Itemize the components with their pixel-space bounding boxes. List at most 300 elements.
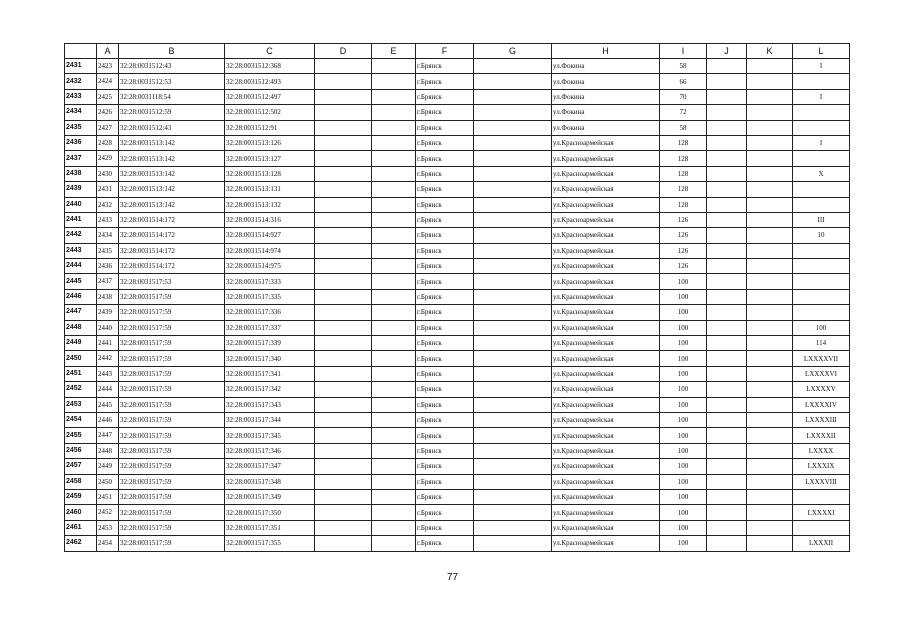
cell-g	[474, 135, 552, 150]
cell-b: 32:28:0031517:59	[119, 320, 225, 335]
cell-g	[474, 489, 552, 504]
cell-c: 32:28:0031514:927	[225, 228, 315, 243]
cell-i: 128	[660, 135, 707, 150]
cell-l	[793, 74, 850, 89]
cell-a: 2436	[97, 259, 119, 274]
cell-k	[747, 489, 793, 504]
cell-g	[474, 151, 552, 166]
cell-h: ул.Фокина	[552, 89, 660, 104]
table-row	[65, 459, 850, 474]
cell-b: 32:28:0031517:59	[119, 412, 225, 427]
cell-d	[315, 320, 372, 335]
cell-j	[707, 305, 747, 320]
cell-b: 32:28:0031513:142	[119, 135, 225, 150]
cell-k	[747, 412, 793, 427]
cell-j	[707, 459, 747, 474]
cell-j	[707, 366, 747, 381]
cell-d	[315, 228, 372, 243]
column-header-i: I	[660, 44, 707, 59]
cell-i: 72	[660, 105, 707, 120]
row-number-cell: 2447	[65, 305, 97, 320]
cell-g	[474, 520, 552, 535]
cell-b: 32:28:0031517:59	[119, 459, 225, 474]
cell-i: 100	[660, 397, 707, 412]
cell-h: ул.Красноармейская	[552, 320, 660, 335]
row-number-cell: 2441	[65, 212, 97, 227]
cell-l	[793, 520, 850, 535]
cell-f: г.Брянск	[416, 382, 474, 397]
cell-l: LXXXXII	[793, 428, 850, 443]
cell-i: 70	[660, 89, 707, 104]
column-header-row	[65, 44, 850, 59]
cell-i: 58	[660, 59, 707, 74]
cell-j	[707, 105, 747, 120]
cell-b: 32:28:0031513:142	[119, 166, 225, 181]
cell-k	[747, 474, 793, 489]
cell-d	[315, 505, 372, 520]
table-row	[65, 443, 850, 458]
cell-b: 32:28:0031517:59	[119, 397, 225, 412]
cell-c: 32:28:0031513:132	[225, 197, 315, 212]
cell-d	[315, 520, 372, 535]
row-number-cell: 2452	[65, 382, 97, 397]
cell-a: 2450	[97, 474, 119, 489]
cell-c: 32:28:0031514:974	[225, 243, 315, 258]
cell-f: г.Брянск	[416, 366, 474, 381]
cell-b: 32:28:0031517:59	[119, 505, 225, 520]
row-number-cell: 2451	[65, 366, 97, 381]
cell-k	[747, 520, 793, 535]
cell-e	[372, 305, 416, 320]
table-row	[65, 505, 850, 520]
cell-e	[372, 59, 416, 74]
cell-j	[707, 197, 747, 212]
cell-a: 2432	[97, 197, 119, 212]
cell-a: 2443	[97, 366, 119, 381]
cell-f: г.Брянск	[416, 89, 474, 104]
row-number-cell: 2440	[65, 197, 97, 212]
cell-j	[707, 243, 747, 258]
cell-a: 2440	[97, 320, 119, 335]
cell-i: 100	[660, 489, 707, 504]
cell-h: ул.Фокина	[552, 59, 660, 74]
cell-d	[315, 120, 372, 135]
cell-l	[793, 243, 850, 258]
cell-g	[474, 289, 552, 304]
cell-a: 2423	[97, 59, 119, 74]
cell-l	[793, 259, 850, 274]
cell-k	[747, 505, 793, 520]
cell-g	[474, 305, 552, 320]
cell-e	[372, 120, 416, 135]
cell-c: 32:28:0031517:355	[225, 536, 315, 551]
cell-h: ул.Красноармейская	[552, 336, 660, 351]
cell-i: 100	[660, 428, 707, 443]
cell-i: 126	[660, 212, 707, 227]
cell-f: г.Брянск	[416, 397, 474, 412]
cell-h: ул.Красноармейская	[552, 428, 660, 443]
cell-l: 114	[793, 336, 850, 351]
cell-d	[315, 382, 372, 397]
cell-h: ул.Красноармейская	[552, 182, 660, 197]
cell-j	[707, 505, 747, 520]
cell-h: ул.Красноармейская	[552, 443, 660, 458]
cell-j	[707, 489, 747, 504]
cell-c: 32:28:0031517:350	[225, 505, 315, 520]
cell-k	[747, 459, 793, 474]
cell-i: 100	[660, 351, 707, 366]
cell-c: 32:28:0031517:349	[225, 489, 315, 504]
cell-i: 66	[660, 74, 707, 89]
cell-g	[474, 351, 552, 366]
cell-a: 2448	[97, 443, 119, 458]
cell-a: 2427	[97, 120, 119, 135]
cell-j	[707, 351, 747, 366]
cell-i: 100	[660, 505, 707, 520]
cell-b: 32:28:0031118:54	[119, 89, 225, 104]
cell-a: 2433	[97, 212, 119, 227]
cell-j	[707, 59, 747, 74]
cell-b: 32:28:0031517:59	[119, 474, 225, 489]
cell-k	[747, 305, 793, 320]
cell-e	[372, 243, 416, 258]
cell-f: г.Брянск	[416, 197, 474, 212]
row-number-cell: 2445	[65, 274, 97, 289]
cell-k	[747, 320, 793, 335]
cell-c: 32:28:0031517:341	[225, 366, 315, 381]
cell-a: 2445	[97, 397, 119, 412]
cell-b: 32:28:0031517:59	[119, 336, 225, 351]
cell-l: LXXXXVII	[793, 351, 850, 366]
cell-h: ул.Фокина	[552, 74, 660, 89]
cell-l: I	[793, 135, 850, 150]
cell-b: 32:28:0031517:59	[119, 289, 225, 304]
cell-h: ул.Фокина	[552, 105, 660, 120]
table-row	[65, 397, 850, 412]
cell-h: ул.Красноармейская	[552, 489, 660, 504]
row-number-cell: 2461	[65, 520, 97, 535]
cell-e	[372, 259, 416, 274]
cell-d	[315, 428, 372, 443]
cell-k	[747, 536, 793, 551]
table-row	[65, 166, 850, 181]
table-row	[65, 135, 850, 150]
cell-h: ул.Красноармейская	[552, 397, 660, 412]
cell-c: 32:28:0031517:339	[225, 336, 315, 351]
cell-h: ул.Красноармейская	[552, 274, 660, 289]
cell-d	[315, 182, 372, 197]
cell-j	[707, 166, 747, 181]
cell-d	[315, 443, 372, 458]
cell-d	[315, 536, 372, 551]
cell-j	[707, 228, 747, 243]
row-number-cell: 2436	[65, 135, 97, 150]
cell-i: 100	[660, 443, 707, 458]
cell-k	[747, 135, 793, 150]
cell-d	[315, 351, 372, 366]
cell-a: 2452	[97, 505, 119, 520]
table-row	[65, 120, 850, 135]
cell-j	[707, 428, 747, 443]
row-number-cell: 2462	[65, 536, 97, 551]
cell-c: 32:28:0031512:493	[225, 74, 315, 89]
column-header-h: H	[552, 44, 660, 59]
cell-c: 32:28:0031517:336	[225, 305, 315, 320]
cell-f: г.Брянск	[416, 259, 474, 274]
row-number-cell: 2446	[65, 289, 97, 304]
cell-h: ул.Красноармейская	[552, 259, 660, 274]
cell-e	[372, 489, 416, 504]
cell-f: г.Брянск	[416, 489, 474, 504]
row-number-cell: 2439	[65, 182, 97, 197]
column-header-j: J	[707, 44, 747, 59]
cell-l	[793, 274, 850, 289]
cell-k	[747, 151, 793, 166]
cell-d	[315, 151, 372, 166]
cell-l	[793, 120, 850, 135]
row-number-cell: 2443	[65, 243, 97, 258]
cell-e	[372, 351, 416, 366]
cell-i: 128	[660, 166, 707, 181]
cell-f: г.Брянск	[416, 536, 474, 551]
cell-f: г.Брянск	[416, 305, 474, 320]
cell-d	[315, 289, 372, 304]
cell-k	[747, 228, 793, 243]
cell-a: 2430	[97, 166, 119, 181]
cell-i: 100	[660, 520, 707, 535]
cell-d	[315, 74, 372, 89]
table-row	[65, 105, 850, 120]
cell-k	[747, 351, 793, 366]
cell-g	[474, 89, 552, 104]
cell-i: 100	[660, 474, 707, 489]
cell-l	[793, 151, 850, 166]
cell-e	[372, 151, 416, 166]
cell-d	[315, 259, 372, 274]
cell-f: г.Брянск	[416, 428, 474, 443]
cell-i: 100	[660, 274, 707, 289]
cell-k	[747, 259, 793, 274]
cell-l	[793, 105, 850, 120]
cell-b: 32:28:0031517:59	[119, 428, 225, 443]
cell-c: 32:28:0031517:343	[225, 397, 315, 412]
cell-f: г.Брянск	[416, 120, 474, 135]
cell-f: г.Брянск	[416, 59, 474, 74]
cell-h: ул.Красноармейская	[552, 305, 660, 320]
spreadsheet-page	[64, 43, 850, 552]
cell-f: г.Брянск	[416, 135, 474, 150]
cell-g	[474, 274, 552, 289]
cell-e	[372, 274, 416, 289]
cell-a: 2434	[97, 228, 119, 243]
cell-k	[747, 74, 793, 89]
cell-k	[747, 197, 793, 212]
cell-j	[707, 289, 747, 304]
cell-h: ул.Красноармейская	[552, 151, 660, 166]
cell-h: ул.Красноармейская	[552, 536, 660, 551]
cell-h: ул.Красноармейская	[552, 351, 660, 366]
cell-l: X	[793, 166, 850, 181]
cell-h: ул.Красноармейская	[552, 228, 660, 243]
row-number-cell: 2458	[65, 474, 97, 489]
cell-g	[474, 459, 552, 474]
cell-b: 32:28:0031514:172	[119, 259, 225, 274]
cell-a: 2424	[97, 74, 119, 89]
cell-g	[474, 74, 552, 89]
cell-b: 32:28:0031517:59	[119, 305, 225, 320]
cell-j	[707, 212, 747, 227]
cell-d	[315, 197, 372, 212]
column-header	[65, 44, 97, 59]
cell-i: 128	[660, 151, 707, 166]
cell-e	[372, 320, 416, 335]
cell-j	[707, 474, 747, 489]
table-body	[65, 59, 850, 552]
row-number-cell: 2438	[65, 166, 97, 181]
cell-b: 32:28:0031517:59	[119, 366, 225, 381]
table-row	[65, 536, 850, 551]
cell-b: 32:28:0031517:59	[119, 443, 225, 458]
table-row	[65, 382, 850, 397]
cell-a: 2447	[97, 428, 119, 443]
cell-j	[707, 536, 747, 551]
cell-k	[747, 212, 793, 227]
cell-i: 126	[660, 228, 707, 243]
cell-k	[747, 243, 793, 258]
cell-e	[372, 459, 416, 474]
row-number-cell: 2459	[65, 489, 97, 504]
cell-a: 2442	[97, 351, 119, 366]
cell-a: 2438	[97, 289, 119, 304]
cell-i: 128	[660, 182, 707, 197]
row-number-cell: 2442	[65, 228, 97, 243]
cell-c: 32:28:0031517:348	[225, 474, 315, 489]
cell-c: 32:28:0031517:335	[225, 289, 315, 304]
cell-h: ул.Красноармейская	[552, 243, 660, 258]
cell-j	[707, 397, 747, 412]
cell-f: г.Брянск	[416, 320, 474, 335]
row-number-cell: 2460	[65, 505, 97, 520]
cell-g	[474, 228, 552, 243]
cell-g	[474, 336, 552, 351]
cell-l: LXXXIX	[793, 459, 850, 474]
cell-d	[315, 305, 372, 320]
column-header-e: E	[372, 44, 416, 59]
cell-g	[474, 397, 552, 412]
cell-f: г.Брянск	[416, 474, 474, 489]
cell-c: 32:28:0031517:346	[225, 443, 315, 458]
cell-h: ул.Красноармейская	[552, 135, 660, 150]
cell-k	[747, 89, 793, 104]
cell-i: 100	[660, 382, 707, 397]
cell-g	[474, 259, 552, 274]
cell-c: 32:28:0031517:340	[225, 351, 315, 366]
cell-g	[474, 197, 552, 212]
cell-i: 100	[660, 289, 707, 304]
cell-i: 100	[660, 336, 707, 351]
cell-k	[747, 336, 793, 351]
cell-j	[707, 74, 747, 89]
cell-l: I	[793, 59, 850, 74]
table-row	[65, 228, 850, 243]
cell-l: 100	[793, 320, 850, 335]
cell-e	[372, 397, 416, 412]
cell-a: 2437	[97, 274, 119, 289]
cell-d	[315, 459, 372, 474]
row-number-cell: 2433	[65, 89, 97, 104]
cell-b: 32:28:0031517:53	[119, 274, 225, 289]
cell-e	[372, 536, 416, 551]
table-row	[65, 182, 850, 197]
cell-g	[474, 243, 552, 258]
cell-l: LXXXXIII	[793, 412, 850, 427]
cell-f: г.Брянск	[416, 289, 474, 304]
cell-c: 32:28:0031512:497	[225, 89, 315, 104]
cell-j	[707, 320, 747, 335]
row-number-cell: 2432	[65, 74, 97, 89]
cell-l: LXXXII	[793, 536, 850, 551]
cell-h: ул.Красноармейская	[552, 520, 660, 535]
cell-k	[747, 166, 793, 181]
cell-f: г.Брянск	[416, 505, 474, 520]
cell-i: 100	[660, 366, 707, 381]
row-number-cell: 2456	[65, 443, 97, 458]
row-number-cell: 2448	[65, 320, 97, 335]
cell-b: 32:28:0031512:59	[119, 105, 225, 120]
cell-d	[315, 397, 372, 412]
cell-f: г.Брянск	[416, 351, 474, 366]
column-header-k: K	[747, 44, 793, 59]
cell-f: г.Брянск	[416, 166, 474, 181]
table-row	[65, 305, 850, 320]
cell-d	[315, 489, 372, 504]
cell-c: 32:28:0031513:128	[225, 166, 315, 181]
column-header-b: B	[119, 44, 225, 59]
cell-a: 2435	[97, 243, 119, 258]
cell-c: 32:28:0031517:351	[225, 520, 315, 535]
cell-j	[707, 382, 747, 397]
cell-d	[315, 135, 372, 150]
cell-l: LXXXX	[793, 443, 850, 458]
row-number-cell: 2434	[65, 105, 97, 120]
table-row	[65, 520, 850, 535]
cell-a: 2449	[97, 459, 119, 474]
cell-f: г.Брянск	[416, 459, 474, 474]
cell-i: 58	[660, 120, 707, 135]
cell-b: 32:28:0031517:59	[119, 351, 225, 366]
table-row	[65, 336, 850, 351]
cell-i: 100	[660, 459, 707, 474]
cell-f: г.Брянск	[416, 336, 474, 351]
cell-j	[707, 412, 747, 427]
cell-k	[747, 382, 793, 397]
cell-e	[372, 228, 416, 243]
cell-e	[372, 74, 416, 89]
table-row	[65, 259, 850, 274]
cell-d	[315, 243, 372, 258]
cell-k	[747, 397, 793, 412]
cell-k	[747, 120, 793, 135]
cell-g	[474, 105, 552, 120]
cell-f: г.Брянск	[416, 520, 474, 535]
cell-h: ул.Красноармейская	[552, 505, 660, 520]
cell-f: г.Брянск	[416, 182, 474, 197]
cell-j	[707, 151, 747, 166]
cell-g	[474, 474, 552, 489]
table-row	[65, 289, 850, 304]
cell-c: 32:28:0031517:342	[225, 382, 315, 397]
cell-c: 32:28:0031513:131	[225, 182, 315, 197]
